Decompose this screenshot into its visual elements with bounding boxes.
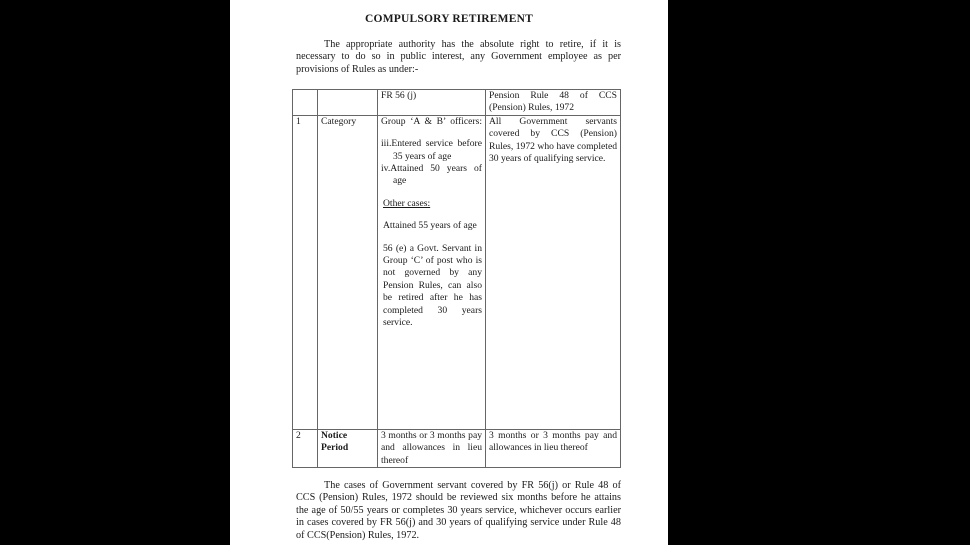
row-label-notice-period: Notice Period <box>318 429 378 467</box>
row-label-category: Category <box>318 115 378 429</box>
retirement-rules-table <box>292 89 621 468</box>
row-number: 1 <box>293 115 318 429</box>
notice-pension-cell: 3 months or 3 months pay and allowances in lieu thereof <box>486 429 621 467</box>
header-pension-rule-48: Pension Rule 48 of CCS (Pension) Rules, 1972 <box>486 90 621 116</box>
row-number: 2 <box>293 429 318 467</box>
header-cell-number <box>293 90 318 116</box>
fr-item-iii: iii.Entered service before 35 years of age <box>381 138 482 162</box>
fr-group-ab-text: Group ‘A & B’ officers: <box>381 115 482 127</box>
intro-paragraph: The appropriate authority has the absolute right to retire, if it is necessary to do so in public interest, any Government employee as per provisions of Rules as under:- <box>296 39 621 75</box>
table-row-notice-period <box>293 429 621 467</box>
fr-other-cases-heading: Other cases: <box>383 197 431 209</box>
notice-fr-cell: 3 months or 3 months pay and allowances in lieu thereof <box>378 429 486 467</box>
document-title: COMPULSORY RETIREMENT <box>365 13 533 25</box>
table-header-row <box>293 90 621 116</box>
header-cell-label <box>318 90 378 116</box>
category-pension-cell: All Government servants covered by CCS (Pension) Rules, 1972 who have completed 30 years of qualifying service. <box>486 115 621 429</box>
document-page <box>230 0 668 545</box>
fr-attained-55-text: Attained 55 years of age <box>383 220 477 232</box>
category-fr-cell <box>378 115 486 429</box>
header-fr-56j: FR 56 (j) <box>378 90 486 116</box>
fr-56e-text: 56 (e) a Govt. Servant in Group ‘C’ of post who is not governed by any Pension Rules, can also be retired after he has completed 30 years service. <box>383 242 482 329</box>
table-row-category <box>293 115 621 429</box>
closing-paragraph: The cases of Government servant covered by FR 56(j) or Rule 48 of CCS (Pension) Rules, 1972 should be reviewed six months before he attains the age of 50/55 years or completes 30 years service, whichever occurs earlier in cases covered by FR 56(j) and 30 years of qualifying service under Rule 48 of CCS(Pension) Rules, 1972. <box>296 480 621 541</box>
fr-item-iv: iv.Attained 50 years of age <box>381 163 482 187</box>
